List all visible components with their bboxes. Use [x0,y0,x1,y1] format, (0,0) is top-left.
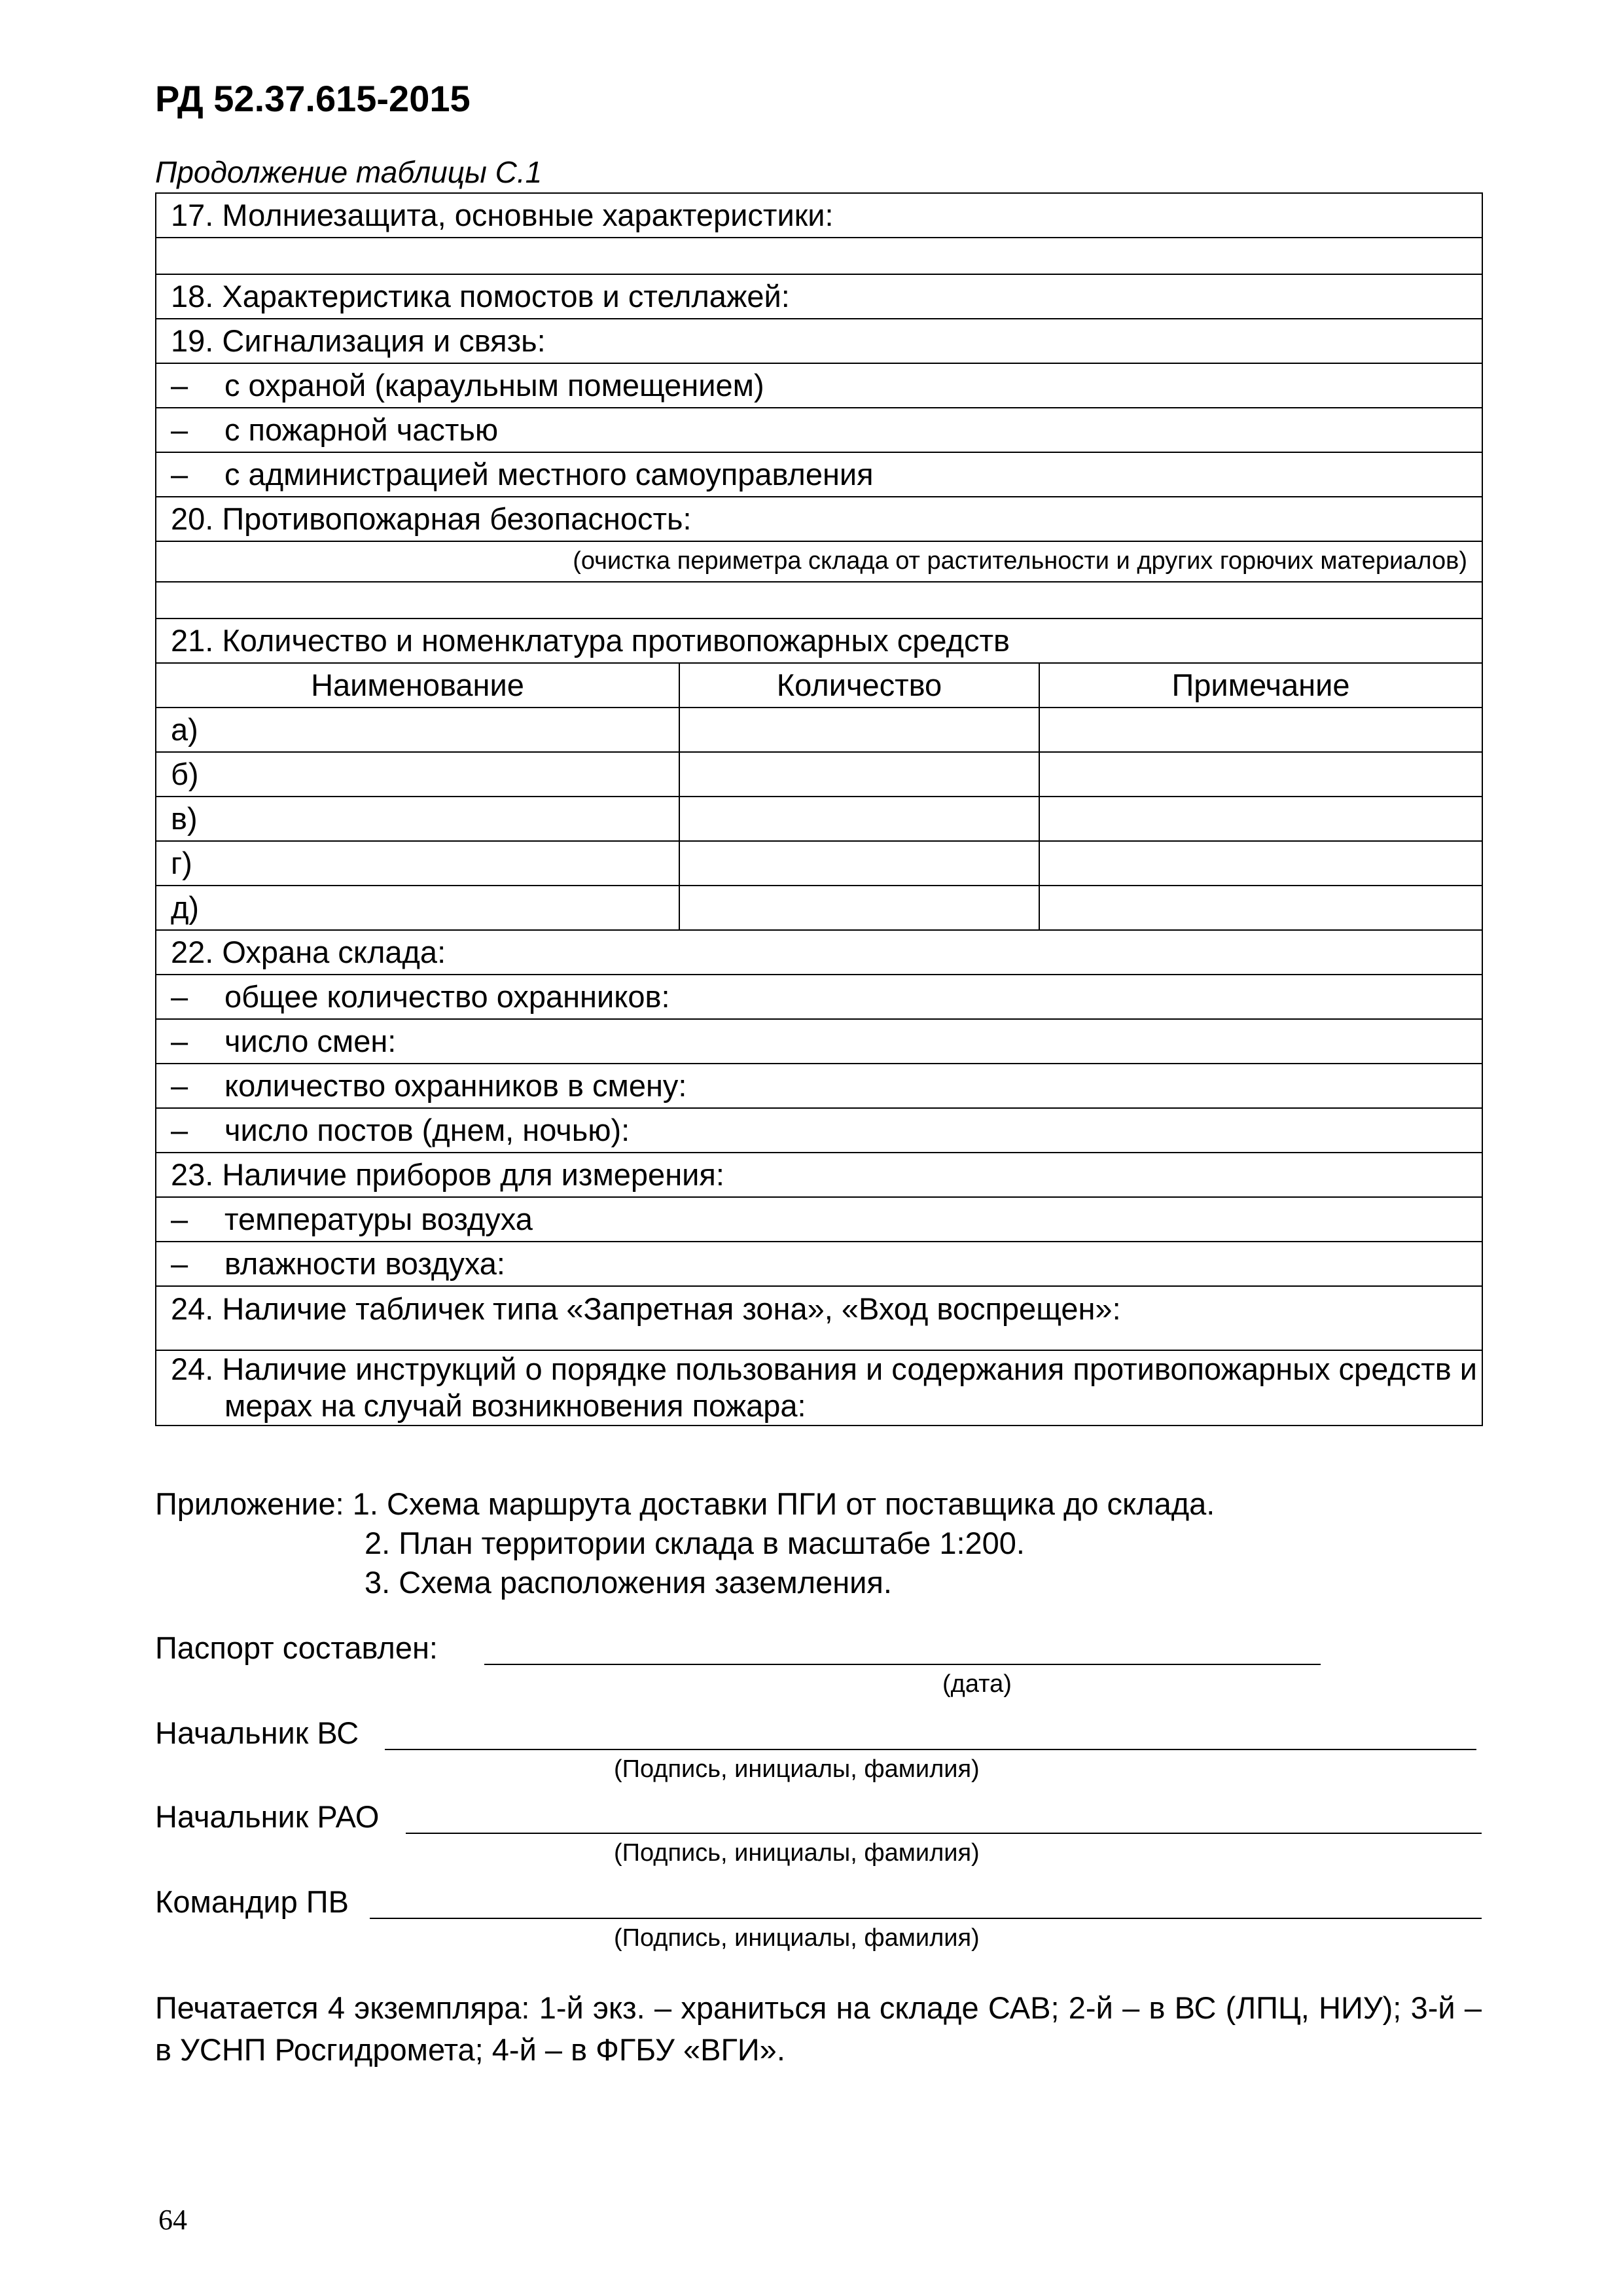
dash: – [171,1023,188,1058]
note-cell [1039,841,1482,886]
signature-hint: (Подпись, инициалы, фамилия) [614,1755,980,1783]
item-23-a-text: температуры воздуха [224,1201,533,1236]
item-24-instructions: 24. Наличие инструкций о порядке пользования и содержания противопожарных средств и мерах на случай возникновения пожара: [156,1350,1482,1426]
head-rao-label: Начальник РАО [155,1799,380,1834]
dash: – [171,412,188,447]
item-19-b-text: с пожарной частью [224,412,499,447]
attachments-label: Приложение: [155,1486,344,1521]
commander-pv-signature-field[interactable] [370,1918,1482,1919]
note-cell [1039,708,1482,752]
item-21: 21. Количество и номенклатура противопожарных средств [156,619,1482,663]
item-19-c [156,452,1482,497]
date-hint: (дата) [942,1670,1012,1698]
item-22-d-text: число постов (днем, ночью): [224,1112,630,1147]
passport-table [155,192,1483,1426]
item-19-a [156,363,1482,408]
dash: – [171,367,188,403]
item-22: 22. Охрана склада: [156,930,1482,975]
note-cell [1039,752,1482,797]
attachment-line-1 [155,1484,1215,1524]
row-label-b: б) [156,752,679,797]
item-22-a-text: общее количество охранников: [224,978,670,1014]
commander-pv-label: Командир ПВ [155,1884,349,1919]
item-22-b [156,1019,1482,1064]
quantity-cell [679,797,1039,841]
passport-compiled-label: Паспорт составлен: [155,1630,438,1665]
attachment-item: 3. Схема расположения заземления. [365,1565,892,1600]
quantity-cell [679,752,1039,797]
item-22-c-text: количество охранников в смену: [224,1067,687,1103]
item-18: 18. Характеристика помостов и стеллажей: [156,274,1482,319]
item-22-c [156,1064,1482,1108]
signature-hint: (Подпись, инициалы, фамилия) [614,1924,980,1952]
column-header-quantity: Количество [679,663,1039,708]
dash: – [171,1112,188,1147]
item-23-b-text: влажности воздуха: [224,1246,505,1281]
head-rao-signature-field[interactable] [406,1833,1482,1834]
row-label-a: а) [156,708,679,752]
print-note: Печатается 4 экземпляра: 1-й экз. – храниться на складе САВ; 2-й – в ВС (ЛПЦ, НИУ); 3-й – в УСНП Росгидромета; 4-й – в ФГБУ «ВГИ». [155,1990,1482,2067]
item-20: 20. Противопожарная безопасность: [156,497,1482,541]
dash: – [171,1067,188,1103]
quantity-cell [679,886,1039,930]
item-17: 17. Молниезащита, основные характеристики: [156,193,1482,238]
attachment-item: 2. План территории склада в масштабе 1:200. [365,1526,1025,1560]
item-22-d [156,1108,1482,1153]
column-header-note: Примечание [1039,663,1482,708]
item-23: 23. Наличие приборов для измерения: [156,1153,1482,1197]
dash: – [171,1246,188,1281]
item-23-b [156,1242,1482,1286]
document-code: РД 52.37.615-2015 [155,78,471,119]
note-cell [1039,886,1482,930]
blank-row [156,582,1482,619]
dash: – [171,1201,188,1236]
item-19-b [156,408,1482,452]
note-cell [1039,797,1482,841]
attachments [155,1484,1215,1602]
row-label-e: д) [156,886,679,930]
item-23-a [156,1197,1482,1242]
page-number: 64 [158,2204,187,2236]
row-label-d: г) [156,841,679,886]
item-24-signs: 24. Наличие табличек типа «Запретная зона», «Вход воспрещен»: [156,1286,1482,1350]
item-19-a-text: с охраной (караульным помещением) [224,367,764,403]
head-vs-label: Начальник ВС [155,1715,359,1750]
column-header-name: Наименование [156,663,679,708]
item-19: 19. Сигнализация и связь: [156,319,1482,363]
quantity-cell [679,841,1039,886]
attachment-item: 1. Схема маршрута доставки ПГИ от поставщика до склада. [352,1486,1215,1521]
item-20-note: (очистка периметра склада от растительности и других горючих материалов) [156,541,1482,582]
dash: – [171,456,188,492]
quantity-cell [679,708,1039,752]
row-label-c: в) [156,797,679,841]
date-field[interactable] [484,1664,1321,1665]
item-22-a [156,975,1482,1019]
head-vs-signature-field[interactable] [385,1749,1476,1750]
item-19-c-text: с администрацией местного самоуправления [224,456,874,492]
signature-hint: (Подпись, инициалы, фамилия) [614,1839,980,1867]
dash: – [171,978,188,1014]
blank-row [156,238,1482,274]
item-22-b-text: число смен: [224,1023,397,1058]
table-caption: Продолжение таблицы С.1 [155,155,543,189]
